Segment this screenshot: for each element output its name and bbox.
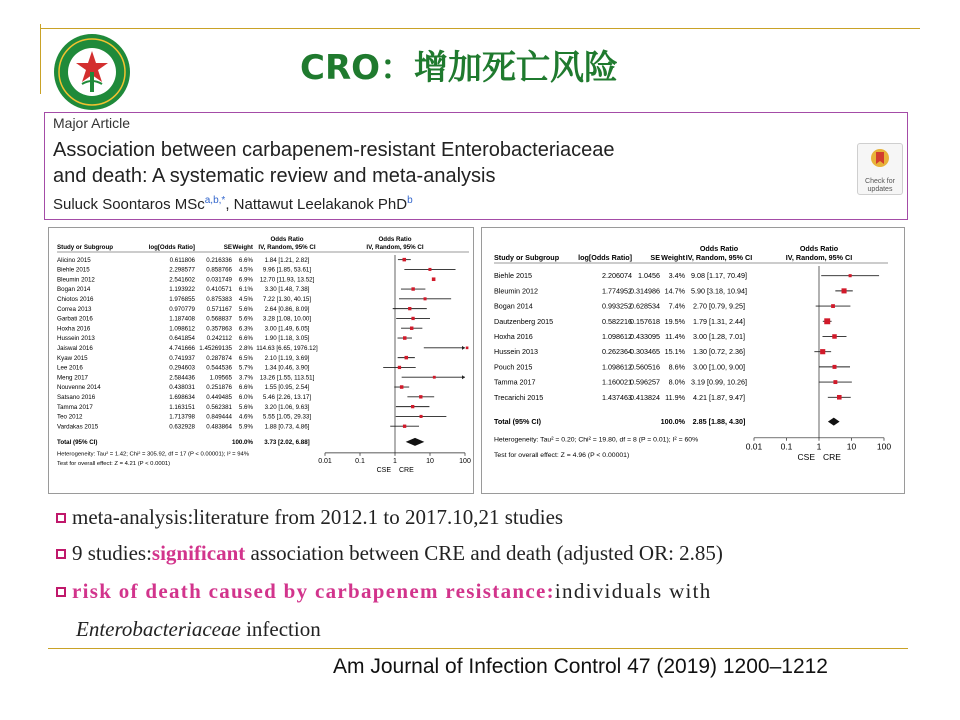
se-value: 0.287874 <box>206 354 232 362</box>
ci-value: 3.30 [1.48, 7.38] <box>264 286 310 294</box>
author-1: Suluck Soontaros MSc <box>53 196 205 213</box>
header-weight: Weight <box>661 253 685 262</box>
log-or-value: 0.970779 <box>169 305 195 313</box>
se-value: 0.568837 <box>206 315 232 323</box>
article-header <box>44 112 908 220</box>
point-estimate <box>820 349 825 354</box>
article-title <box>53 137 773 189</box>
ci-value: 114.63 [6.65, 1976.12] <box>256 345 318 352</box>
weight-value: 6.9% <box>238 276 253 284</box>
weight-value: 8.6% <box>668 362 685 372</box>
weight-value: 11.4% <box>665 332 685 341</box>
header-frame-horizontal <box>40 28 920 29</box>
weight-value: 6.6% <box>238 335 253 343</box>
author-separator: , <box>225 196 234 213</box>
x-tick-label: 0.1 <box>780 441 793 452</box>
x-tick-label: 0.1 <box>355 457 365 465</box>
bullet-square-icon <box>56 587 66 597</box>
ci-value: 1.90 [1.18, 3.05] <box>264 335 310 343</box>
ci-value: 1.88 [0.73, 4.86] <box>264 423 310 431</box>
ci-value: 12.70 [11.93, 13.52] <box>259 276 315 284</box>
weight-value: 5.6% <box>238 403 253 411</box>
weight-value: 6.6% <box>238 256 253 264</box>
ci-value: 5.90 [3.18, 10.94] <box>691 286 747 296</box>
log-or-value: 0.641854 <box>169 335 195 343</box>
ci-value: 3.28 [1.08, 10.00] <box>262 315 312 323</box>
header-frame-vertical <box>40 24 41 94</box>
study-name: Hoxha 2016 <box>494 332 533 341</box>
log-or-value: 0.611806 <box>169 256 195 264</box>
log-or-value: 0.993252 <box>602 301 632 311</box>
overall-effect-text: Test for overall effect: Z = 4.21 (P < 0.0001) <box>57 461 171 468</box>
weight-value: 3.7% <box>238 374 253 382</box>
weight-value: 6.6% <box>238 384 253 392</box>
point-estimate <box>411 317 414 320</box>
study-name: Biehle 2015 <box>494 271 532 281</box>
log-or-value: 1.976855 <box>169 296 195 303</box>
log-or-value: 0.582216 <box>602 316 632 326</box>
study-name: Vardakas 2015 <box>57 423 99 431</box>
axis-label-right: CRE <box>399 466 414 474</box>
study-name: Lee 2016 <box>57 364 83 372</box>
total-diamond <box>406 438 425 446</box>
ci-value: 7.22 [1.30, 40.15] <box>262 296 312 303</box>
ci-value: 3.00 [1.49, 6.05] <box>264 325 310 333</box>
x-tick-label: 0.01 <box>745 441 763 452</box>
university-logo <box>52 32 132 112</box>
ci-value: 4.21 [1.87, 9.47] <box>693 392 745 402</box>
ci-value: 1.55 [0.95, 2.54] <box>264 384 310 392</box>
bullet-3-tail: infection <box>240 617 321 641</box>
ci-value: 13.26 [1.55, 113.51] <box>259 374 315 382</box>
forest-plot-adjusted <box>481 227 905 494</box>
total-weight: 100.0% <box>232 439 253 447</box>
weight-value: 6.1% <box>238 286 253 294</box>
log-or-value: 0.262364 <box>602 347 632 357</box>
article-type: Major Article <box>53 115 131 131</box>
study-name: Alicino 2015 <box>57 256 91 264</box>
point-estimate <box>403 336 407 340</box>
point-estimate <box>432 277 436 281</box>
axis-label-left: CSE <box>797 451 815 462</box>
weight-value: 7.4% <box>668 301 685 311</box>
check-for-updates-badge[interactable] <box>857 143 903 195</box>
se-value: 1.0456 <box>638 271 660 281</box>
ci-value: 1.84 [1.21, 2.82] <box>264 256 310 264</box>
ci-value: 9.96 [1.85, 53.61] <box>262 266 312 274</box>
log-or-value: 1.098612 <box>602 332 632 341</box>
forest-plot-all-studies <box>48 227 474 494</box>
weight-value: 2.8% <box>238 345 253 352</box>
point-estimate <box>403 425 406 428</box>
study-name: Bogan 2014 <box>494 301 533 311</box>
ci-value: 1.30 [0.72, 2.36] <box>693 347 745 357</box>
x-tick-label: 1 <box>816 441 822 452</box>
se-value: 0.242112 <box>206 335 232 343</box>
bullet-3-continuation <box>76 617 321 642</box>
total-weight: 100.0% <box>660 417 685 427</box>
point-estimate <box>849 274 852 277</box>
se-value: 0.596257 <box>630 377 660 387</box>
point-estimate <box>466 347 469 350</box>
point-estimate <box>420 415 423 418</box>
x-tick-label: 10 <box>846 441 857 452</box>
ci-value: 3.00 [1.28, 7.01] <box>693 332 745 341</box>
author-2-affiliation: b <box>407 195 413 206</box>
study-name: Tamma 2017 <box>57 403 93 411</box>
study-name: Hussein 2013 <box>57 335 95 343</box>
bullet-2-highlight: significant <box>151 541 246 565</box>
point-estimate <box>837 395 842 400</box>
bullet-2-prefix: 9 studies: <box>72 541 152 565</box>
se-value: 0.314986 <box>630 286 660 296</box>
se-value: 0.031749 <box>206 276 232 284</box>
ci-value: 3.20 [1.06, 9.63] <box>264 403 310 411</box>
point-estimate <box>833 365 837 369</box>
x-tick-label: 100 <box>876 441 892 452</box>
x-tick-label: 100 <box>459 457 471 465</box>
axis-label-left: CSE <box>376 466 391 474</box>
log-or-value: 1.163151 <box>169 403 195 411</box>
log-or-value: 1.698634 <box>169 394 195 401</box>
se-value: 0.544536 <box>206 364 232 372</box>
study-name: Kyaw 2015 <box>57 354 88 362</box>
header-plot-title: Odds Ratio <box>378 235 412 243</box>
log-or-value: 0.741937 <box>169 354 195 362</box>
se-value: 0.571167 <box>206 305 232 313</box>
se-value: 0.875383 <box>206 296 232 303</box>
x-tick-label: 0.01 <box>318 457 332 465</box>
x-tick-label: 10 <box>426 457 434 465</box>
total-label: Total (95% CI) <box>57 439 98 447</box>
badge-line1: Check for <box>865 178 895 185</box>
header-se: SE <box>223 244 232 251</box>
ci-value: 1.79 [1.31, 2.44] <box>693 316 745 326</box>
log-or-value: 1.437463 <box>602 392 632 402</box>
header-plot-sub: IV, Random, 95% CI <box>785 253 853 262</box>
ci-arrow <box>462 375 465 379</box>
se-value: 1.45269135 <box>199 345 232 352</box>
study-name: Meng 2017 <box>57 374 88 382</box>
log-or-value: 2.298577 <box>169 266 195 274</box>
ci-value: 9.08 [1.17, 70.49] <box>691 271 747 281</box>
study-name: Hoxha 2016 <box>57 325 91 333</box>
weight-value: 14.7% <box>664 286 685 296</box>
ci-value: 5.46 [2.26, 13.17] <box>262 394 312 401</box>
x-tick-label: 1 <box>393 457 397 465</box>
weight-value: 11.9% <box>665 392 685 402</box>
study-name: Chiotos 2016 <box>57 296 94 303</box>
header-log-or: log[Odds Ratio] <box>148 244 195 251</box>
se-value: 0.413824 <box>630 392 660 402</box>
author-1-affiliation: a,b,* <box>204 195 226 206</box>
point-estimate <box>411 287 414 290</box>
log-or-value: 0.294603 <box>169 364 195 372</box>
se-value: 0.562381 <box>206 403 232 411</box>
study-name: Bleumin 2012 <box>57 276 95 284</box>
se-value: 0.303465 <box>630 347 660 357</box>
bullet-3-rest: individuals with <box>554 579 712 603</box>
point-estimate <box>833 380 837 384</box>
point-estimate <box>419 395 422 398</box>
study-name: Correa 2013 <box>57 305 92 313</box>
point-estimate <box>824 318 830 324</box>
weight-value: 5.6% <box>238 315 253 323</box>
header-se: SE <box>650 253 660 262</box>
bullet-1-text: meta-analysis:literature from 2012.1 to 2017.10,21 studies <box>72 505 564 529</box>
total-ci: 2.85 [1.88, 4.30] <box>692 417 746 427</box>
weight-value: 6.3% <box>238 325 253 333</box>
point-estimate <box>411 405 414 408</box>
ci-value: 2.64 [0.86, 8.09] <box>264 305 310 313</box>
bullet-3-highlight: risk of death caused by carbapenem resistance: <box>72 579 555 603</box>
se-value: 0.849444 <box>206 413 232 421</box>
total-ci: 3.73 [2.02, 6.88] <box>264 439 310 447</box>
forest-plot-svg-left <box>49 228 473 493</box>
bullet-2 <box>56 541 723 566</box>
point-estimate <box>433 376 436 379</box>
se-value: 0.483864 <box>206 423 232 431</box>
header-or-sub: IV, Random, 95% CI <box>685 253 753 262</box>
study-name: Jaiswal 2016 <box>57 345 93 352</box>
header-or-title: Odds Ratio <box>699 243 739 253</box>
weight-value: 8.0% <box>668 377 685 387</box>
header-study: Study or Subgroup <box>57 244 114 251</box>
point-estimate <box>410 327 413 330</box>
axis-label-right: CRE <box>823 451 841 462</box>
log-or-value: 1.187408 <box>169 315 195 323</box>
study-name: Biehle 2015 <box>57 266 90 274</box>
se-value: 0.628534 <box>630 301 660 311</box>
weight-value: 19.5% <box>664 316 685 326</box>
bullet-1 <box>56 505 563 530</box>
se-value: 0.251876 <box>206 384 232 392</box>
log-or-value: 2.541602 <box>169 276 195 284</box>
header-plot-sub: IV, Random, 95% CI <box>366 244 424 251</box>
header-or-sub: IV, Random, 95% CI <box>258 244 316 251</box>
heterogeneity-text: Heterogeneity: Tau² = 0.20; Chi² = 19.80, df = 8 (P = 0.01); I² = 60% <box>494 436 699 444</box>
header-weight: Weight <box>232 244 253 251</box>
log-or-value: 1.098612 <box>169 325 195 333</box>
study-name: Tamma 2017 <box>494 377 536 387</box>
bookmark-icon <box>869 147 891 171</box>
ci-value: 2.10 [1.19, 3.69] <box>264 354 310 362</box>
point-estimate <box>424 297 427 300</box>
citation: Am Journal of Infection Control 47 (2019) 1200–1212 <box>333 655 828 678</box>
author-2: Nattawut Leelakanok PhD <box>233 196 408 213</box>
weight-value: 6.5% <box>238 354 253 362</box>
study-name: Pouch 2015 <box>494 362 533 372</box>
weight-value: 6.0% <box>238 394 253 401</box>
weight-value: 5.9% <box>238 423 253 431</box>
log-or-value: 0.438031 <box>169 384 195 392</box>
study-name: Garbati 2016 <box>57 315 93 323</box>
weight-value: 15.1% <box>664 347 685 357</box>
se-value: 0.357863 <box>206 325 232 333</box>
point-estimate <box>403 258 407 262</box>
log-or-value: 1.160021 <box>602 377 632 387</box>
log-or-value: 2.584436 <box>169 374 195 382</box>
point-estimate <box>831 304 835 308</box>
se-value: 0.216336 <box>206 256 232 264</box>
study-name: Bogan 2014 <box>57 286 91 294</box>
article-title-line1: Association between carbapenem-resistant Enterobacteriaceae <box>53 139 615 161</box>
badge-line2: updates <box>867 186 893 193</box>
ci-value: 2.70 [0.79, 9.25] <box>693 301 745 311</box>
header-or-title: Odds Ratio <box>270 235 304 243</box>
ci-value: 1.34 [0.46, 3.90] <box>264 364 310 372</box>
log-or-value: 1.098612 <box>602 362 632 372</box>
se-value: 0.433095 <box>630 332 660 341</box>
weight-value: 3.4% <box>668 271 685 281</box>
header-study: Study or Subgroup <box>494 253 560 262</box>
point-estimate <box>832 334 836 338</box>
bullet-3-italic: Enterobacteriaceae <box>76 617 241 641</box>
se-value: 1.09565 <box>209 374 232 382</box>
point-estimate <box>428 268 431 271</box>
study-name: Bleumin 2012 <box>494 286 538 296</box>
forest-plot-svg-right <box>482 228 904 493</box>
total-diamond <box>828 418 840 426</box>
log-or-value: 2.206074 <box>602 271 632 281</box>
se-value: 0.157618 <box>630 316 660 326</box>
study-name: Satsano 2016 <box>57 394 96 401</box>
total-label: Total (95% CI) <box>494 417 541 427</box>
log-or-value: 4.741666 <box>169 345 195 352</box>
point-estimate <box>400 385 404 389</box>
study-name: Nouvenne 2014 <box>57 384 101 392</box>
bullet-3 <box>56 579 712 604</box>
ci-value: 3.19 [0.99, 10.26] <box>691 377 747 387</box>
se-value: 0.560516 <box>630 362 660 372</box>
point-estimate <box>398 366 401 369</box>
slide-title: CRO：增加死亡风险 <box>300 48 619 88</box>
ci-arrow <box>462 346 465 350</box>
study-name: Dautzenberg 2015 <box>494 316 554 326</box>
header-log-or: log[Odds Ratio] <box>578 253 632 262</box>
footer-divider <box>48 648 908 649</box>
article-authors <box>53 195 413 213</box>
log-or-value: 1.193922 <box>169 286 195 294</box>
header-plot-title: Odds Ratio <box>799 243 839 253</box>
ci-value: 5.55 [1.05, 29.33] <box>262 413 312 421</box>
study-name: Hussein 2013 <box>494 347 538 357</box>
se-value: 0.410571 <box>206 286 232 294</box>
heterogeneity-text: Heterogeneity: Tau² = 1.42; Chi² = 305.92, df = 17 (P < 0.00001); I² = 94% <box>57 451 249 458</box>
weight-value: 5.7% <box>238 364 253 372</box>
se-value: 0.449485 <box>206 394 232 401</box>
bullet-2-rest: association between CRE and death (adjusted OR: 2.85) <box>245 541 723 565</box>
weight-value: 5.6% <box>238 305 253 313</box>
point-estimate <box>408 307 411 310</box>
study-name: Trecarichi 2015 <box>494 392 544 402</box>
bullet-square-icon <box>56 513 66 523</box>
study-name: Teo 2012 <box>57 413 83 421</box>
log-or-value: 1.713798 <box>169 413 195 421</box>
weight-value: 4.6% <box>238 413 253 421</box>
point-estimate <box>405 356 408 359</box>
weight-value: 4.5% <box>238 266 253 274</box>
article-title-line2: and death: A systematic review and meta-analysis <box>53 165 496 187</box>
log-or-value: 0.632928 <box>169 423 195 431</box>
ci-value: 3.00 [1.00, 9.00] <box>693 362 745 372</box>
bullet-square-icon <box>56 549 66 559</box>
point-estimate <box>842 288 847 293</box>
overall-effect-text: Test for overall effect: Z = 4.96 (P < 0.00001) <box>494 451 630 459</box>
weight-value: 4.5% <box>238 296 253 303</box>
log-or-value: 1.774952 <box>602 286 632 296</box>
se-value: 0.858766 <box>206 266 232 274</box>
